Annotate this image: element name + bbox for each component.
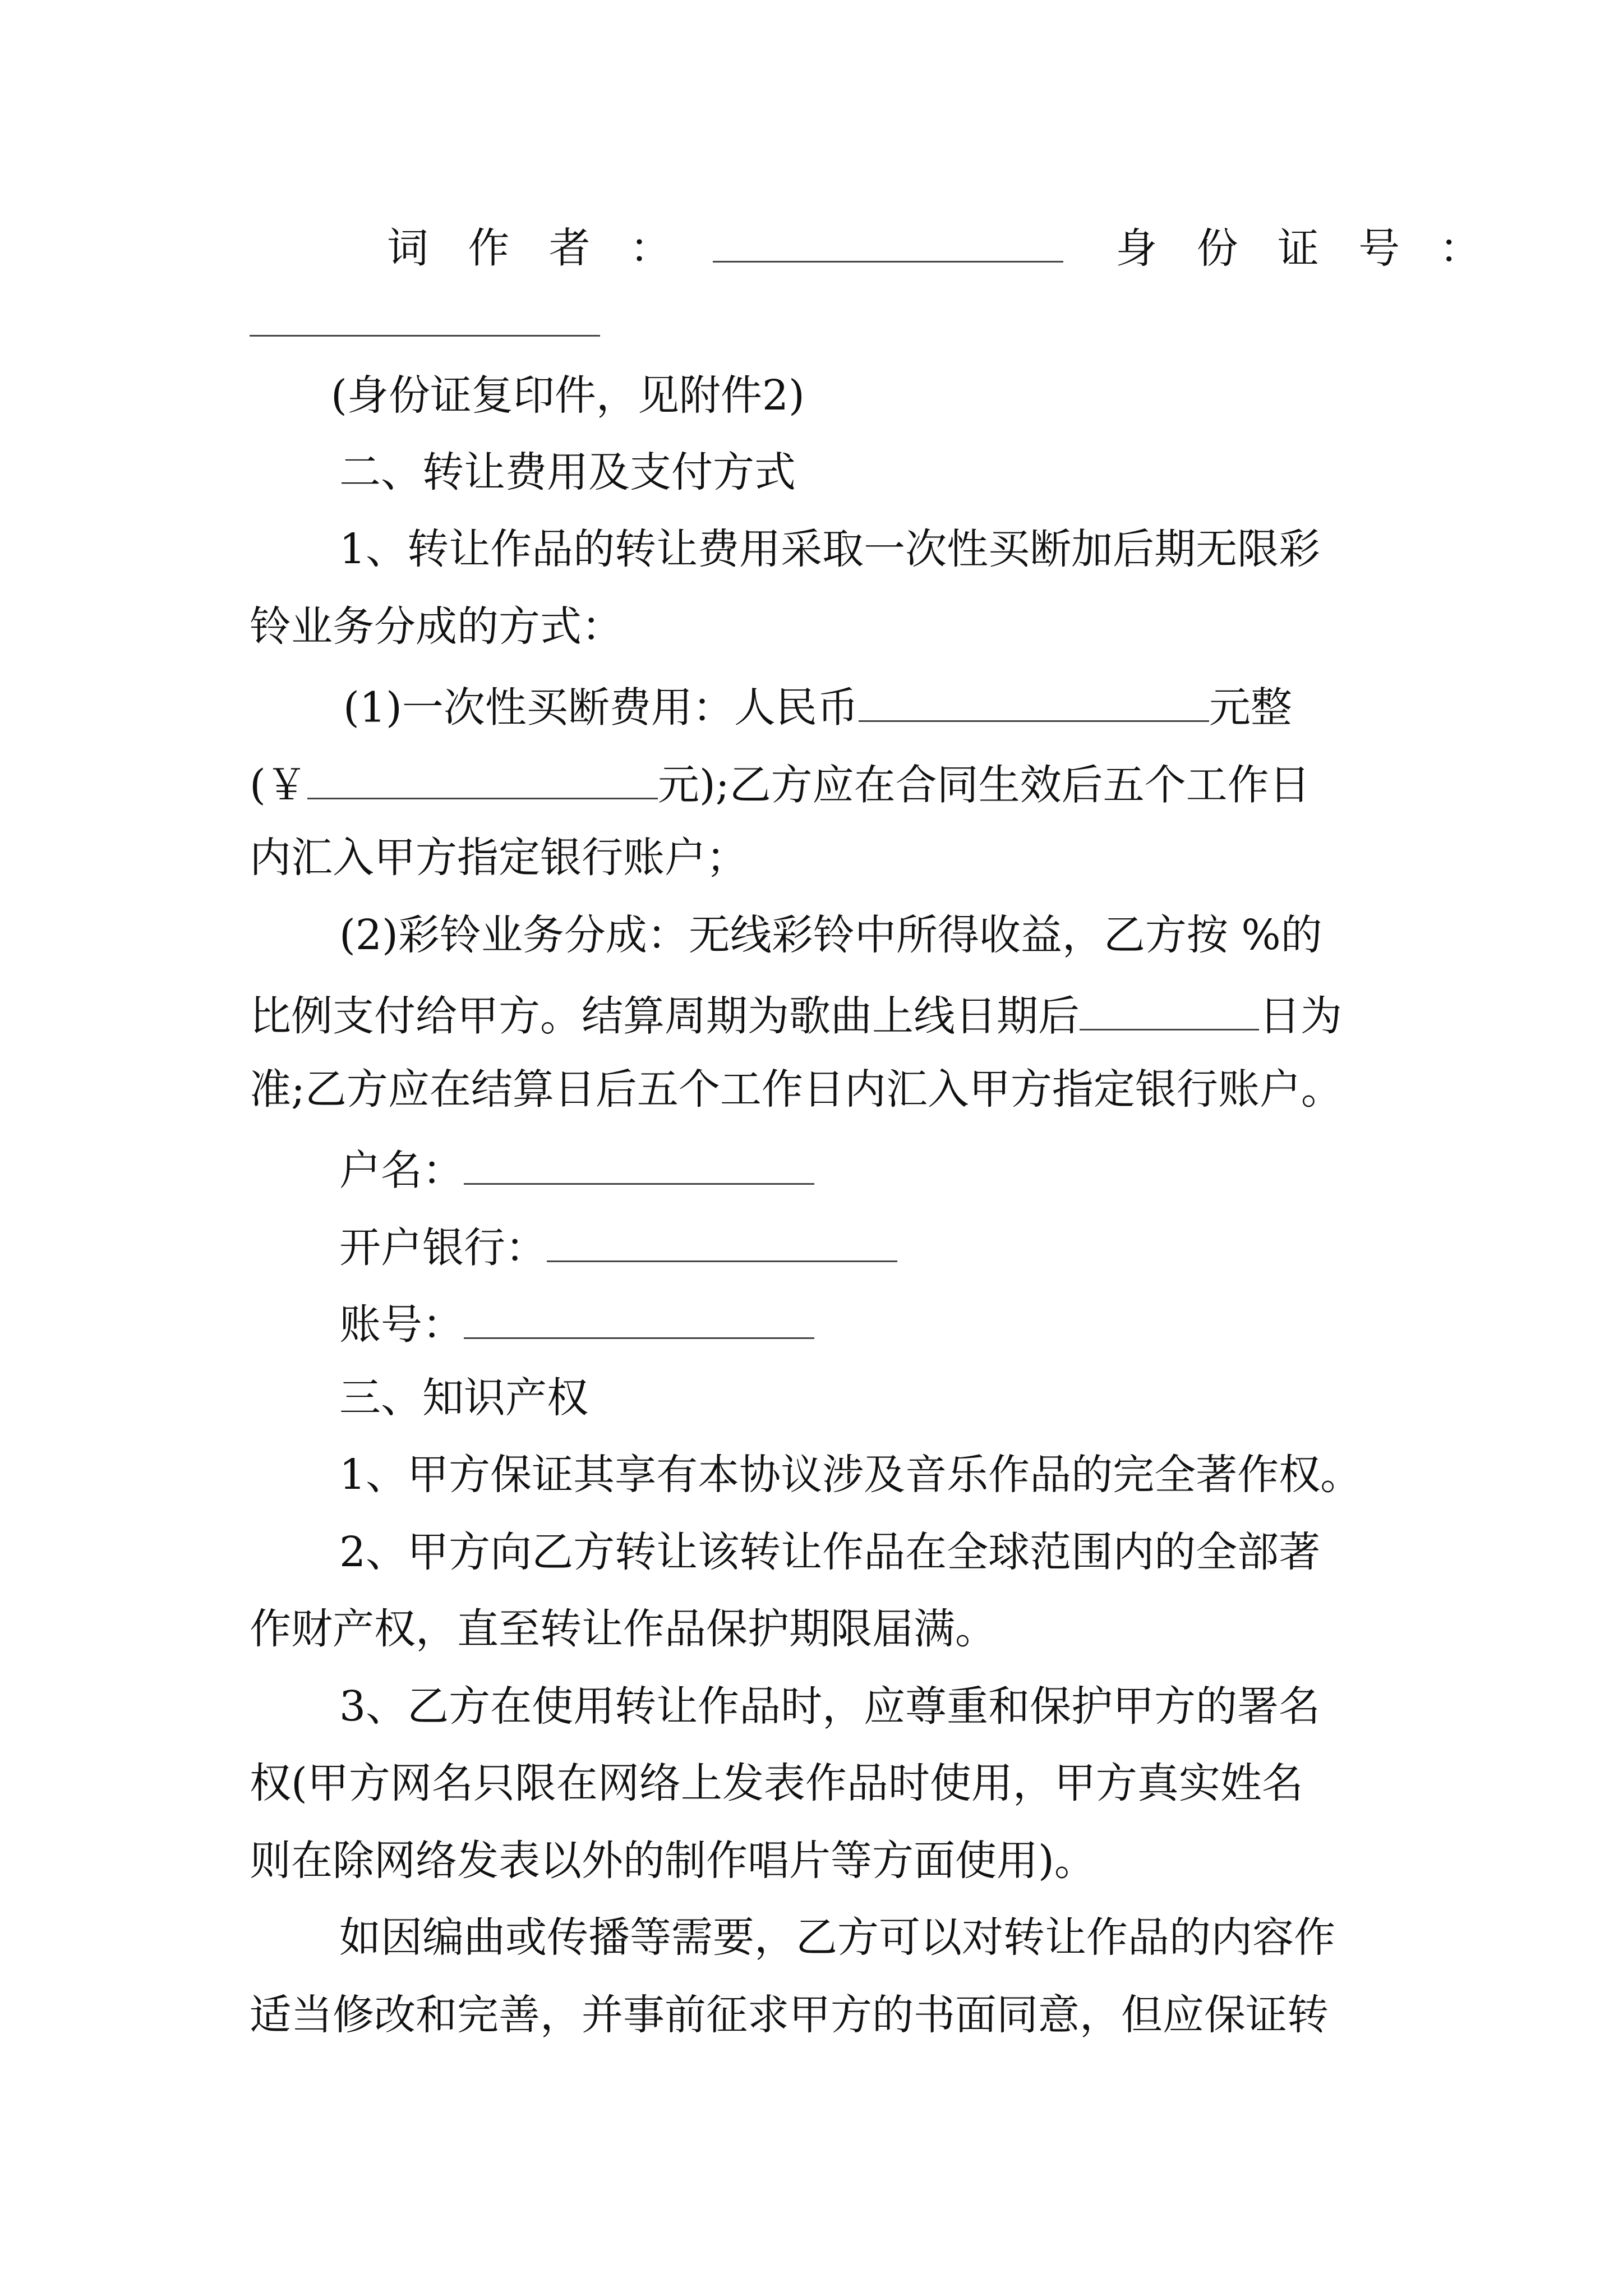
bank-line bbox=[339, 1223, 897, 1272]
amount-blank[interactable] bbox=[307, 760, 658, 799]
paragraph-line: 权(甲方网名只限在网络上发表作品时使用，甲方真实姓名 bbox=[250, 1759, 1303, 1807]
bank-label: 开户银行： bbox=[339, 1223, 547, 1272]
account-name-line bbox=[339, 1145, 814, 1195]
settlement-suffix: 日为 bbox=[1259, 992, 1342, 1041]
paragraph-line: 如因编曲或传播等需要，乙方可以对转让作品的内容作 bbox=[339, 1913, 1335, 1962]
id-copy-note: (身份证复印件，见附件2) bbox=[331, 371, 805, 420]
paragraph-line: 则在除网络发表以外的制作唱片等方面使用)。 bbox=[250, 1837, 1096, 1885]
section-3-heading: 三、知识产权 bbox=[339, 1374, 588, 1422]
id-number-continuation bbox=[250, 297, 600, 343]
buyout-fee-unit: 元整 bbox=[1209, 683, 1292, 732]
account-number-blank[interactable] bbox=[464, 1300, 814, 1339]
lyricist-blank[interactable] bbox=[713, 223, 1063, 263]
account-name-blank[interactable] bbox=[464, 1145, 814, 1185]
id-number-label: 身份证号： bbox=[1115, 224, 1520, 273]
settlement-line bbox=[250, 991, 1342, 1041]
buyout-amount-line bbox=[250, 760, 1311, 809]
paragraph-line: 1、转让作品的转让费用采取一次性买断加后期无限彩 bbox=[339, 525, 1321, 573]
account-name-label: 户名： bbox=[339, 1146, 464, 1195]
id-number-blank[interactable] bbox=[250, 297, 600, 337]
paragraph-line: 1、甲方保证其享有本协议涉及音乐作品的完全著作权。 bbox=[339, 1451, 1362, 1499]
paragraph-line: (2)彩铃业务分成：无线彩铃中所得收益，乙方按 %的 bbox=[339, 911, 1322, 959]
buyout-fee-line bbox=[343, 683, 1292, 732]
lyricist-line bbox=[387, 223, 1520, 273]
settlement-label: 比例支付给甲方。结算周期为歌曲上线日期后 bbox=[250, 992, 1080, 1041]
buyout-fee-label: (1)一次性买断费用：人民币 bbox=[343, 683, 859, 732]
account-number-label: 账号： bbox=[339, 1300, 464, 1349]
amount-prefix: (￥ bbox=[250, 761, 307, 809]
paragraph-line: 铃业务分成的方式： bbox=[250, 602, 623, 651]
paragraph-line: 3、乙方在使用转让作品时，应尊重和保护甲方的署名 bbox=[339, 1682, 1321, 1731]
paragraph-line: 2、甲方向乙方转让该转让作品在全球范围内的全部著 bbox=[339, 1528, 1321, 1576]
paragraph-line: 准;乙方应在结算日后五个工作日内汇入甲方指定银行账户。 bbox=[250, 1065, 1343, 1114]
paragraph-line: 内汇入甲方指定银行账户； bbox=[250, 834, 748, 882]
bank-blank[interactable] bbox=[547, 1223, 897, 1262]
section-2-heading: 二、转让费用及支付方式 bbox=[339, 448, 796, 496]
paragraph-line: 作财产权，直至转让作品保护期限届满。 bbox=[250, 1605, 997, 1653]
paragraph-line: 适当修改和完善，并事前征求甲方的书面同意，但应保证转 bbox=[250, 1991, 1329, 2039]
lyricist-label: 词作者： bbox=[387, 224, 711, 273]
account-number-line bbox=[339, 1300, 814, 1349]
buyout-fee-blank[interactable] bbox=[859, 683, 1209, 722]
settlement-days-blank[interactable] bbox=[1080, 991, 1259, 1030]
amount-suffix: 元);乙方应在合同生效后五个工作日 bbox=[657, 761, 1311, 809]
